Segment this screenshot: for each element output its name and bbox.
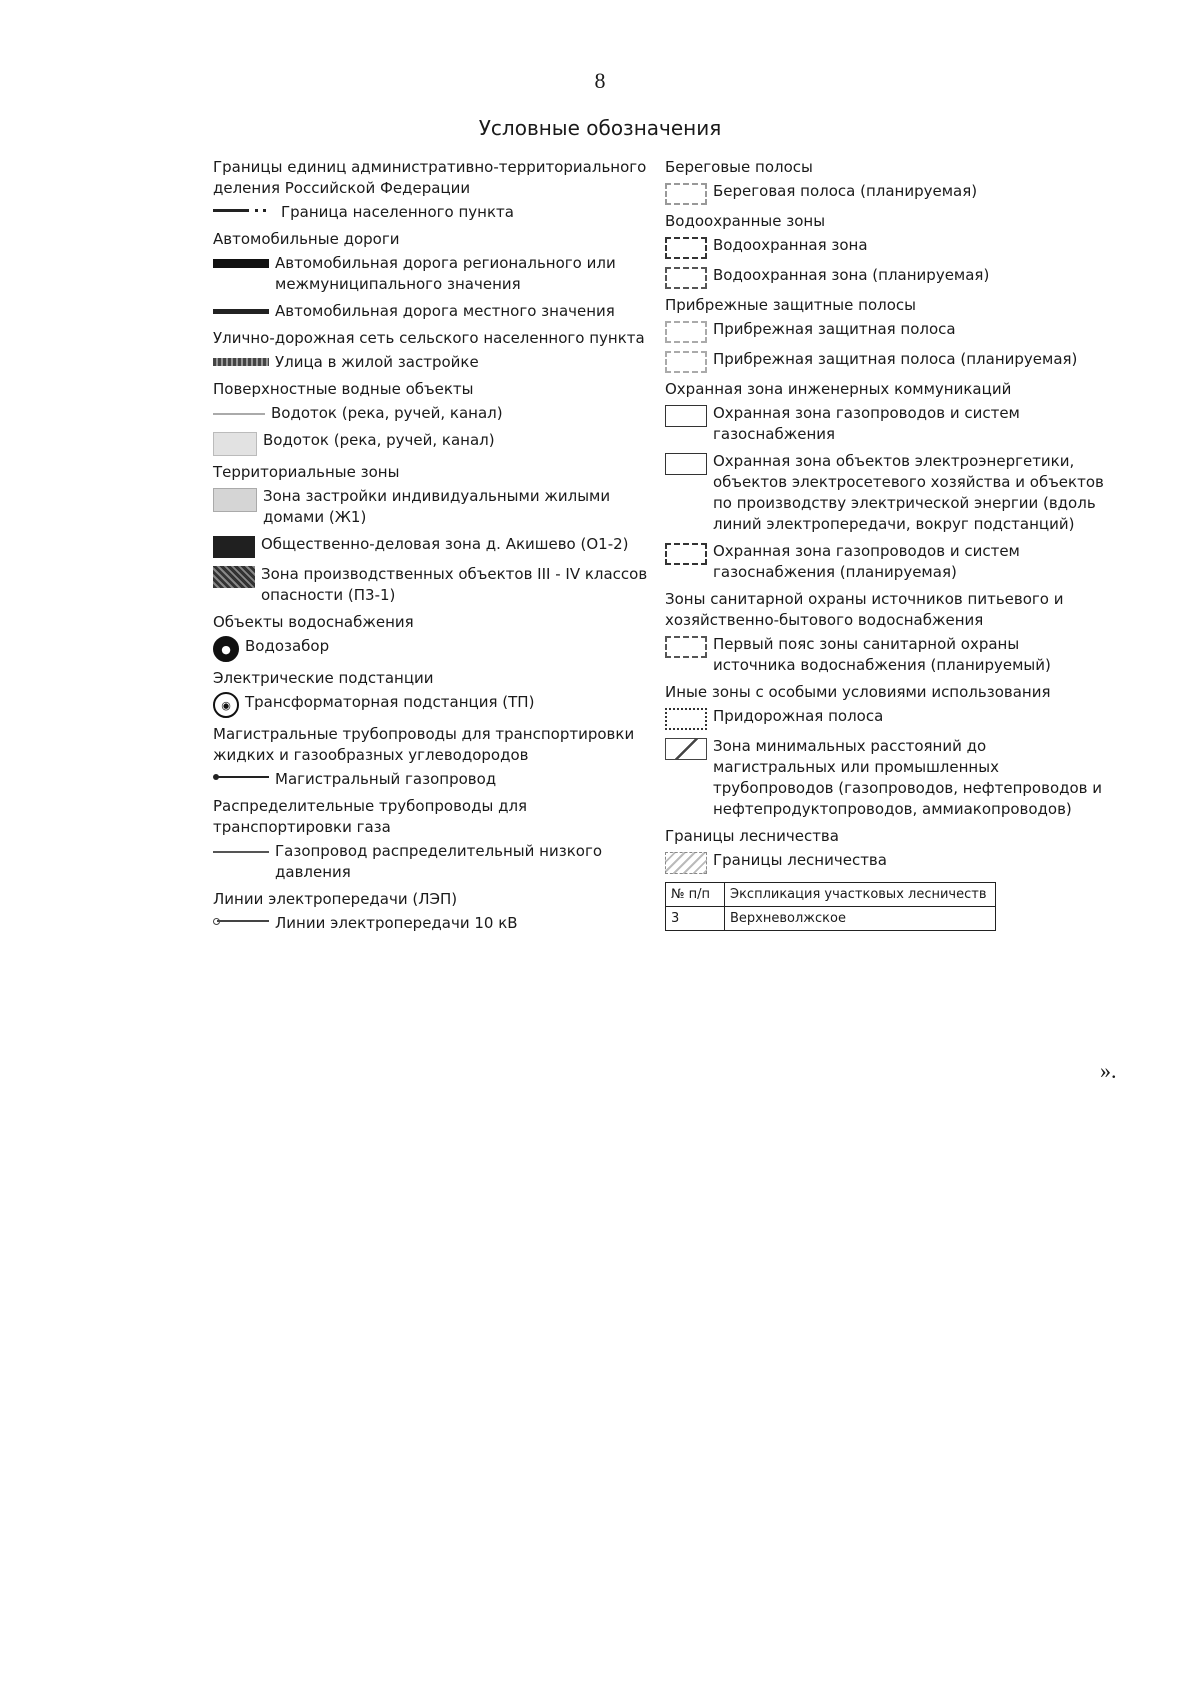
legend-group-power [213, 889, 648, 934]
legend-item [665, 541, 1105, 583]
legend-label: Водоток (река, ручей, канал) [263, 431, 495, 449]
sanitary-zone-symbol [665, 636, 707, 658]
legend-label: Магистральный газопровод [275, 770, 497, 788]
group-heading: Водоохранные зоны [665, 212, 826, 230]
legend-group-pipelines [213, 724, 648, 790]
legend-item [213, 253, 648, 295]
legend-group-zones [213, 462, 648, 606]
legend-label: Линии электропередачи 10 кВ [275, 914, 518, 932]
legend-item [213, 534, 648, 558]
shore-strip-planned-symbol [665, 183, 707, 205]
legend-title: Условные обозначения [478, 116, 722, 140]
group-heading: Прибрежные защитные полосы [665, 296, 916, 314]
legend-label: Зона застройки индивидуальными жилыми домами (Ж1) [263, 487, 611, 526]
table-header-row [666, 883, 996, 907]
legend-item [665, 235, 1105, 259]
table-cell: 3 [666, 907, 725, 931]
closing-quote-mark: ». [1100, 1058, 1117, 1083]
legend-label: Зона минимальных расстояний до магистральных или промышленных трубопроводов (газопроводов, нефтепроводов и нефтепродуктопроводов, аммиакопроводов) [713, 737, 1103, 818]
group-heading: Иные зоны с особыми условиями использования [665, 683, 1051, 701]
legend-label: Общественно-деловая зона д. Акишево (О1-2) [261, 535, 629, 553]
watercourse-area-symbol [213, 432, 257, 456]
legend-item [213, 301, 648, 322]
water-protection-zone-planned-symbol [665, 267, 707, 289]
legend-label: Прибрежная защитная полоса [713, 320, 956, 338]
legend-label: Охранная зона объектов электроэнергетики, объектов электросетевого хозяйства и объектов по производству электрической энергии (вдоль линий электропередачи, вокруг подстанций) [713, 452, 1104, 533]
legend-label: Водоохранная зона (планируемая) [713, 266, 990, 284]
gas-main-symbol [213, 771, 269, 783]
legend-item [665, 706, 1105, 730]
group-heading: Электрические подстанции [213, 669, 434, 687]
legend-label: Автомобильная дорога регионального или межмуниципального значения [275, 254, 616, 293]
legend-item [665, 634, 1105, 676]
legend-item [213, 352, 648, 373]
table-header-cell: № п/п [666, 883, 725, 907]
gas-protection-zone-symbol [665, 405, 707, 427]
legend-label: Зона производственных объектов III - IV классов опасности (П3-1) [261, 565, 648, 604]
water-intake-icon: ● [213, 636, 239, 662]
legend-label: Придорожная полоса [713, 707, 884, 725]
legend-label: Автомобильная дорога местного значения [275, 302, 615, 320]
substation-icon: ◉ [213, 692, 239, 718]
pipeline-min-distance-zone-symbol [665, 738, 707, 760]
table-row [666, 907, 996, 931]
legend-label: Водоток (река, ручей, канал) [271, 404, 503, 422]
group-heading: Линии электропередачи (ЛЭП) [213, 890, 458, 908]
legend-item [665, 181, 1105, 205]
legend-group-shore [665, 157, 1105, 205]
coastal-strip-symbol [665, 321, 707, 343]
gas-distribution-symbol [213, 851, 269, 853]
legend-item [665, 451, 1105, 535]
legend-item [665, 736, 1105, 820]
street-symbol [213, 358, 269, 366]
legend-label: Трансформаторная подстанция (ТП) [245, 693, 535, 711]
group-heading: Объекты водоснабжения [213, 613, 414, 631]
legend-item [665, 319, 1105, 343]
forestry-table [665, 882, 996, 931]
legend-group-streets [213, 328, 648, 373]
group-heading: Границы лесничества [665, 827, 839, 845]
legend-item [213, 692, 648, 718]
legend-item [665, 265, 1105, 289]
group-heading: Поверхностные водные объекты [213, 380, 474, 398]
legend-group-roads [213, 229, 648, 322]
legend-item [213, 403, 648, 424]
legend-group-gasdist [213, 796, 648, 883]
group-heading: Улично-дорожная сеть сельского населенного пункта [213, 329, 645, 347]
legend-item [213, 841, 648, 883]
legend-group-waterprot [665, 211, 1105, 289]
legend-label: Границы лесничества [713, 851, 887, 869]
legend-label: Граница населенного пункта [281, 203, 514, 221]
legend-item [213, 430, 648, 456]
legend-label: Береговая полоса (планируемая) [713, 182, 978, 200]
group-heading: Автомобильные дороги [213, 230, 400, 248]
legend-group-forestry [665, 826, 1105, 931]
regional-road-symbol [213, 259, 269, 268]
group-heading: Территориальные зоны [213, 463, 400, 481]
group-heading: Охранная зона инженерных коммуникаций [665, 380, 1012, 398]
group-heading: Береговые полосы [665, 158, 813, 176]
table-cell: Верхневолжское [725, 907, 996, 931]
group-heading: Распределительные трубопроводы для транспортировки газа [213, 797, 528, 836]
legend-item [665, 349, 1105, 373]
settlement-boundary-symbol [213, 204, 275, 216]
table-header-cell: Экспликация участковых лесничеств [725, 883, 996, 907]
legend-group-engineering [665, 379, 1105, 583]
legend-label: Охранная зона газопроводов и систем газоснабжения [713, 404, 1020, 443]
gas-protection-zone-planned-symbol [665, 543, 707, 565]
legend-group-special [665, 682, 1105, 820]
legend-item [213, 913, 648, 934]
forestry-boundary-symbol [665, 852, 707, 874]
watercourse-line-symbol [213, 413, 265, 415]
zone-p31-swatch [213, 566, 255, 588]
power-line-symbol [213, 915, 269, 927]
legend-group-water [213, 379, 648, 456]
page-number: 8 [594, 68, 606, 93]
legend-label: Газопровод распределительный низкого давления [275, 842, 602, 881]
power-protection-zone-symbol [665, 453, 707, 475]
legend-item [213, 564, 648, 606]
legend-item [213, 202, 648, 223]
legend-label: Улица в жилой застройке [275, 353, 479, 371]
legend-label: Прибрежная защитная полоса (планируемая) [713, 350, 1078, 368]
group-heading: Магистральные трубопроводы для транспортировки жидких и газообразных углеводородов [213, 725, 635, 764]
group-heading: Зоны санитарной охраны источников питьевого и хозяйственно-бытового водоснабжения [665, 590, 1064, 629]
legend-label: Первый пояс зоны санитарной охраны источника водоснабжения (планируемый) [713, 635, 1051, 674]
legend-item [213, 636, 648, 662]
legend-group-substations [213, 668, 648, 718]
legend-label: Водоохранная зона [713, 236, 868, 254]
roadside-strip-symbol [665, 708, 707, 730]
legend-item [665, 403, 1105, 445]
legend-label: Охранная зона газопроводов и систем газоснабжения (планируемая) [713, 542, 1020, 581]
legend-label: Водозабор [245, 637, 330, 655]
zone-o12-swatch [213, 536, 255, 558]
local-road-symbol [213, 309, 269, 314]
group-heading: Границы единиц административно-территориального деления Российской Федерации [213, 158, 647, 197]
legend-item [665, 850, 1105, 874]
legend-item [213, 486, 648, 528]
legend-item [213, 769, 648, 790]
legend-left-column [213, 157, 648, 940]
coastal-strip-planned-symbol [665, 351, 707, 373]
water-protection-zone-symbol [665, 237, 707, 259]
legend-group-sanitary [665, 589, 1105, 676]
legend-group-coastal [665, 295, 1105, 373]
legend-group-admin [213, 157, 648, 223]
legend-right-column [665, 157, 1105, 936]
legend-group-watersupply [213, 612, 648, 662]
zone-zh1-swatch [213, 488, 257, 512]
